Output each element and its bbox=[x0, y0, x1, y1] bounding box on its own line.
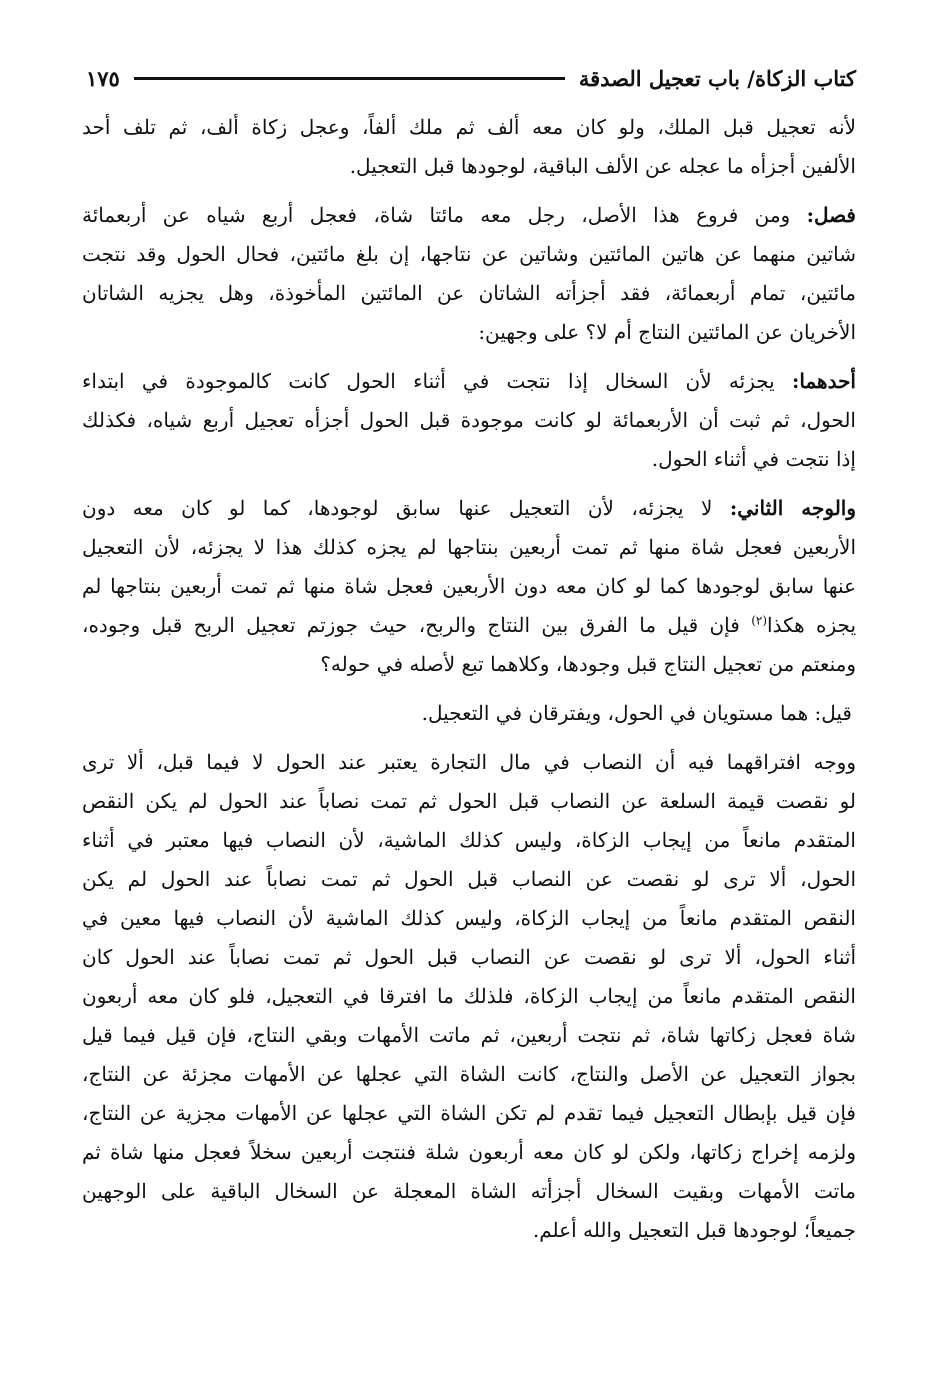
section-keyword: فصل: bbox=[806, 203, 856, 227]
header-rule bbox=[134, 77, 565, 80]
paragraph-distinction bbox=[82, 743, 856, 1250]
text-line: ماتت الأمهات وبقيت السخال أجزأته الشاة المعجلة عن السخال الباقية على الوجهين bbox=[82, 1179, 856, 1203]
text-line: لو نقصت قيمة السلعة عن النصاب قبل الحول ثم تمت نصاباً عند الحول لم يكن النقص bbox=[82, 789, 856, 813]
text-line: أثناء الحول، ألا ترى لو نقصت عن النصاب قبل الحول ثم تمت نصاباً عند الحول كان bbox=[82, 945, 856, 969]
text-line: المتقدم مانعاً من إيجاب الزكاة، وليس كذلك الماشية، لأن النصاب فيها معتبر في أثناء bbox=[82, 828, 856, 852]
text-line: الأربعين فعجل شاة منها ثم تمت أربعين بنتاجها لم يجزه كذلك هذا لا يجزئه، لأن التعجيل bbox=[82, 535, 856, 559]
text-line: والوجه الثاني: لا يجزئه، لأن التعجيل عنها سابق لوجودها، كما لو كان معه دون bbox=[82, 496, 856, 520]
text-line: يجزه هكذا$^{(٢)}$ فإن قيل ما الفرق بين النتاج والربح، حيث جوزتم تعجيل الربح قبل وجوده، bbox=[82, 613, 856, 637]
text-line: الحول، ثم ثبت أن الأربعمائة لو كانت موجودة قبل الحول أجزأه تعجيل أربع شياه، فكذلك bbox=[82, 408, 856, 432]
text-line: قيل: هما مستويان في الحول، ويفترقان في التعجيل. bbox=[421, 701, 852, 725]
text-line: فصل: ومن فروع هذا الأصل، رجل معه مائتا شاة، فعجل أربع شياه عن أربعمائة bbox=[82, 203, 856, 227]
text-line: ووجه افتراقهما فيه أن النصاب في مال التجارة يعتبر عند الحول لا فيما قبل، ألا ترى bbox=[82, 750, 856, 774]
paragraph-first-view bbox=[82, 362, 856, 479]
text-line: فإن قيل بإبطال التعجيل فيما تقدم لم تكن الشاة التي عجلها عن الأمهات مجزية عن النتاج، bbox=[82, 1101, 856, 1125]
text-line: ومنعتم من تعجيل النتاج قبل وجودها، وكلاهما تبع لأصله في حوله؟ bbox=[320, 652, 856, 676]
section-keyword: أحدهما: bbox=[791, 369, 856, 393]
text-line: شاتين منهما عن هاتين المائتين وشاتين عن نتاجها، إن بلغ مائتين، فحال الحول وقد نتجت bbox=[82, 242, 856, 266]
body-text bbox=[82, 108, 856, 1260]
text-line: مائتين، تمام أربعمائة، فقد أجزأته الشاتان عن المائتين المأخوذة، وهل يجزيه الشاتان bbox=[82, 281, 856, 305]
text-line: الحول، ألا ترى لو نقصت عن النصاب قبل الحول ثم تمت نصاباً عند الحول لم يكن bbox=[82, 867, 856, 891]
paragraph-answer bbox=[82, 694, 856, 733]
text-line: ولزمه إخراج زكاتها، ولكن لو كان معه أربعون شلة فنتجت أربعين سخلاً فعجل منها شاة ثم bbox=[82, 1140, 856, 1164]
text-line: أحدهما: يجزئه لأن السخال إذا نتجت في أثناء الحول كانت كالموجودة في ابتداء bbox=[82, 369, 856, 393]
running-header bbox=[86, 58, 856, 98]
paragraph-second-view bbox=[82, 489, 856, 684]
page-number: ١٧٥ bbox=[86, 65, 120, 91]
text-line: جميعاً؛ لوجودها قبل التعجيل والله أعلم. bbox=[532, 1218, 856, 1242]
text-line: بجواز التعجيل عن الأصل والنتاج، كانت الشاة التي عجلها عن الأمهات مجزئة عن النتاج، bbox=[82, 1062, 856, 1086]
footnote-marker: (٢) bbox=[751, 613, 768, 628]
paragraph-1 bbox=[82, 108, 856, 186]
text-line: النقص المتقدم مانعاً من إيجاب الزكاة، وليس كذلك الماشية لأن النصاب فيها معين في bbox=[82, 906, 856, 930]
text-line: الألفين أجزأه ما عجله عن الألف الباقية، لوجودها قبل التعجيل. bbox=[349, 154, 856, 178]
chapter-title: كتاب الزكاة/ باب تعجيل الصدقة bbox=[578, 65, 856, 91]
text-line: شاة فعجل زكاتها شاة، ثم نتجت أربعين، ثم ماتت الأمهات وبقي النتاج، فإن قيل فيما قيل bbox=[82, 1023, 856, 1047]
text-line: النقص المتقدم مانعاً من إيجاب الزكاة، فلذلك ما افترقا في التعجيل، فلو كان معه أربعون bbox=[82, 984, 856, 1008]
text-line: لأنه تعجيل قبل الملك، ولو كان معه ألف ثم ملك ألفاً، وعجل زكاة ألف، ثم تلف أحد bbox=[82, 115, 856, 139]
section-keyword: والوجه الثاني: bbox=[729, 496, 856, 520]
text-line: الأخريان عن المائتين النتاج أم لا؟ على وجهين: bbox=[478, 320, 856, 344]
paragraph-fasl bbox=[82, 196, 856, 352]
text-line: إذا نتجت في أثناء الحول. bbox=[651, 447, 856, 471]
text-line: عنها سابق لوجودها كما لو كان معه دون الأربعين فعجل شاة منها ثم تمت أربعين بنتاجها لم bbox=[82, 574, 856, 598]
